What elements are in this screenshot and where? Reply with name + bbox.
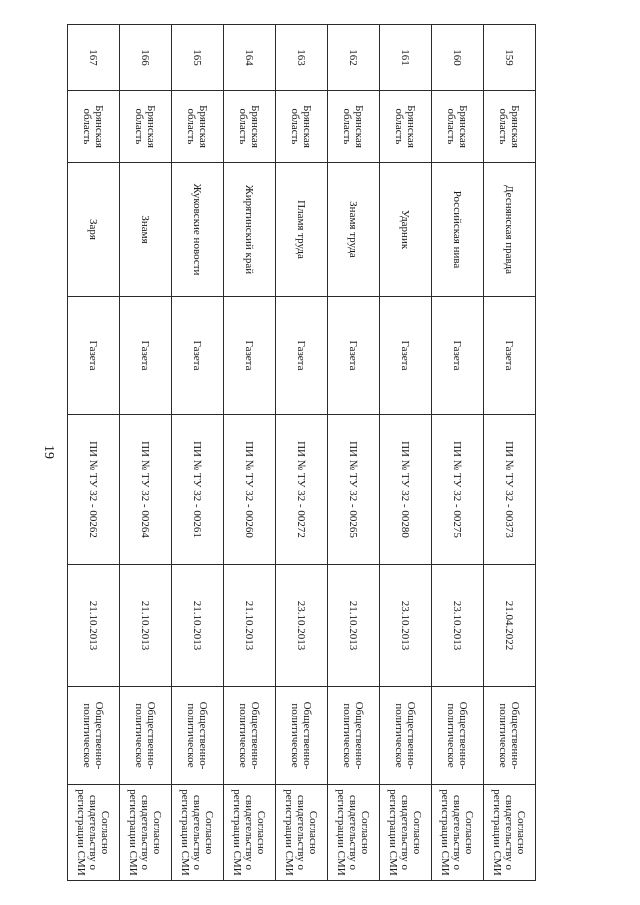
media-type-cell: Газета — [276, 297, 328, 415]
row-number: 162 — [328, 25, 380, 91]
table-row — [68, 25, 120, 881]
specialization-cell: Общественно-политическое — [172, 687, 224, 785]
media-name-cell: Заря — [68, 163, 120, 297]
media-name-cell: Знамя труда — [328, 163, 380, 297]
media-type-cell: Газета — [432, 297, 484, 415]
media-name-cell: Жуковские новости — [172, 163, 224, 297]
specialization-cell: Общественно-политическое — [276, 687, 328, 785]
region-cell: Брянская область — [68, 91, 120, 163]
registration-date-cell: 23.10.2013 — [276, 565, 328, 687]
note-cell: Согласно свидетельству о регистрации СМИ — [68, 785, 120, 881]
row-number: 159 — [484, 25, 536, 91]
license-number-cell: ПИ № ТУ 32 - 00260 — [224, 415, 276, 565]
media-type-cell: Газета — [484, 297, 536, 415]
table-row — [224, 25, 276, 881]
note-cell: Согласно свидетельству о регистрации СМИ — [432, 785, 484, 881]
region-cell: Брянская область — [172, 91, 224, 163]
row-number: 163 — [276, 25, 328, 91]
row-number: 164 — [224, 25, 276, 91]
license-number-cell: ПИ № ТУ 32 - 00262 — [68, 415, 120, 565]
media-type-cell: Газета — [68, 297, 120, 415]
specialization-cell: Общественно-политическое — [224, 687, 276, 785]
media-type-cell: Газета — [120, 297, 172, 415]
registration-date-cell: 21.10.2013 — [120, 565, 172, 687]
specialization-cell: Общественно-политическое — [328, 687, 380, 785]
region-cell: Брянская область — [380, 91, 432, 163]
media-name-cell: Ударник — [380, 163, 432, 297]
page-number: 19 — [41, 445, 56, 459]
license-number-cell: ПИ № ТУ 32 - 00261 — [172, 415, 224, 565]
specialization-cell: Общественно-политическое — [432, 687, 484, 785]
license-number-cell: ПИ № ТУ 32 - 00272 — [276, 415, 328, 565]
registration-date-cell: 21.10.2013 — [328, 565, 380, 687]
note-cell: Согласно свидетельству о регистрации СМИ — [484, 785, 536, 881]
media-name-cell: Российская нива — [432, 163, 484, 297]
media-registry-table — [67, 24, 536, 881]
note-cell: Согласно свидетельству о регистрации СМИ — [172, 785, 224, 881]
registry-table-container — [68, 24, 536, 880]
table-row — [172, 25, 224, 881]
license-number-cell: ПИ № ТУ 32 - 00264 — [120, 415, 172, 565]
row-number: 166 — [120, 25, 172, 91]
row-number: 165 — [172, 25, 224, 91]
registration-date-cell: 21.10.2013 — [172, 565, 224, 687]
region-cell: Брянская область — [276, 91, 328, 163]
license-number-cell: ПИ № ТУ 32 - 00275 — [432, 415, 484, 565]
specialization-cell: Общественно-политическое — [380, 687, 432, 785]
specialization-cell: Общественно-политическое — [120, 687, 172, 785]
license-number-cell: ПИ № ТУ 32 - 00373 — [484, 415, 536, 565]
specialization-cell: Общественно-политическое — [68, 687, 120, 785]
row-number: 160 — [432, 25, 484, 91]
region-cell: Брянская область — [432, 91, 484, 163]
note-cell: Согласно свидетельству о регистрации СМИ — [328, 785, 380, 881]
registration-date-cell: 21.10.2013 — [68, 565, 120, 687]
table-row — [484, 25, 536, 881]
note-cell: Согласно свидетельству о регистрации СМИ — [380, 785, 432, 881]
media-type-cell: Газета — [172, 297, 224, 415]
table-row — [120, 25, 172, 881]
registration-date-cell: 23.10.2013 — [380, 565, 432, 687]
region-cell: Брянская область — [484, 91, 536, 163]
note-cell: Согласно свидетельству о регистрации СМИ — [224, 785, 276, 881]
license-number-cell: ПИ № ТУ 32 - 00280 — [380, 415, 432, 565]
table-row — [328, 25, 380, 881]
specialization-cell: Общественно-политическое — [484, 687, 536, 785]
media-name-cell: Знамя — [120, 163, 172, 297]
note-cell: Согласно свидетельству о регистрации СМИ — [276, 785, 328, 881]
region-cell: Брянская область — [120, 91, 172, 163]
media-type-cell: Газета — [224, 297, 276, 415]
media-type-cell: Газета — [328, 297, 380, 415]
media-name-cell: Жирятинский край — [224, 163, 276, 297]
registration-date-cell: 23.10.2013 — [432, 565, 484, 687]
table-row — [432, 25, 484, 881]
row-number: 161 — [380, 25, 432, 91]
media-type-cell: Газета — [380, 297, 432, 415]
region-cell: Брянская область — [328, 91, 380, 163]
registration-date-cell: 21.10.2013 — [224, 565, 276, 687]
media-name-cell: Пламя труда — [276, 163, 328, 297]
row-number: 167 — [68, 25, 120, 91]
note-cell: Согласно свидетельству о регистрации СМИ — [120, 785, 172, 881]
media-name-cell: Деснянская правда — [484, 163, 536, 297]
region-cell: Брянская область — [224, 91, 276, 163]
table-row — [380, 25, 432, 881]
license-number-cell: ПИ № ТУ 32 - 00265 — [328, 415, 380, 565]
registration-date-cell: 21.04.2022 — [484, 565, 536, 687]
table-row — [276, 25, 328, 881]
